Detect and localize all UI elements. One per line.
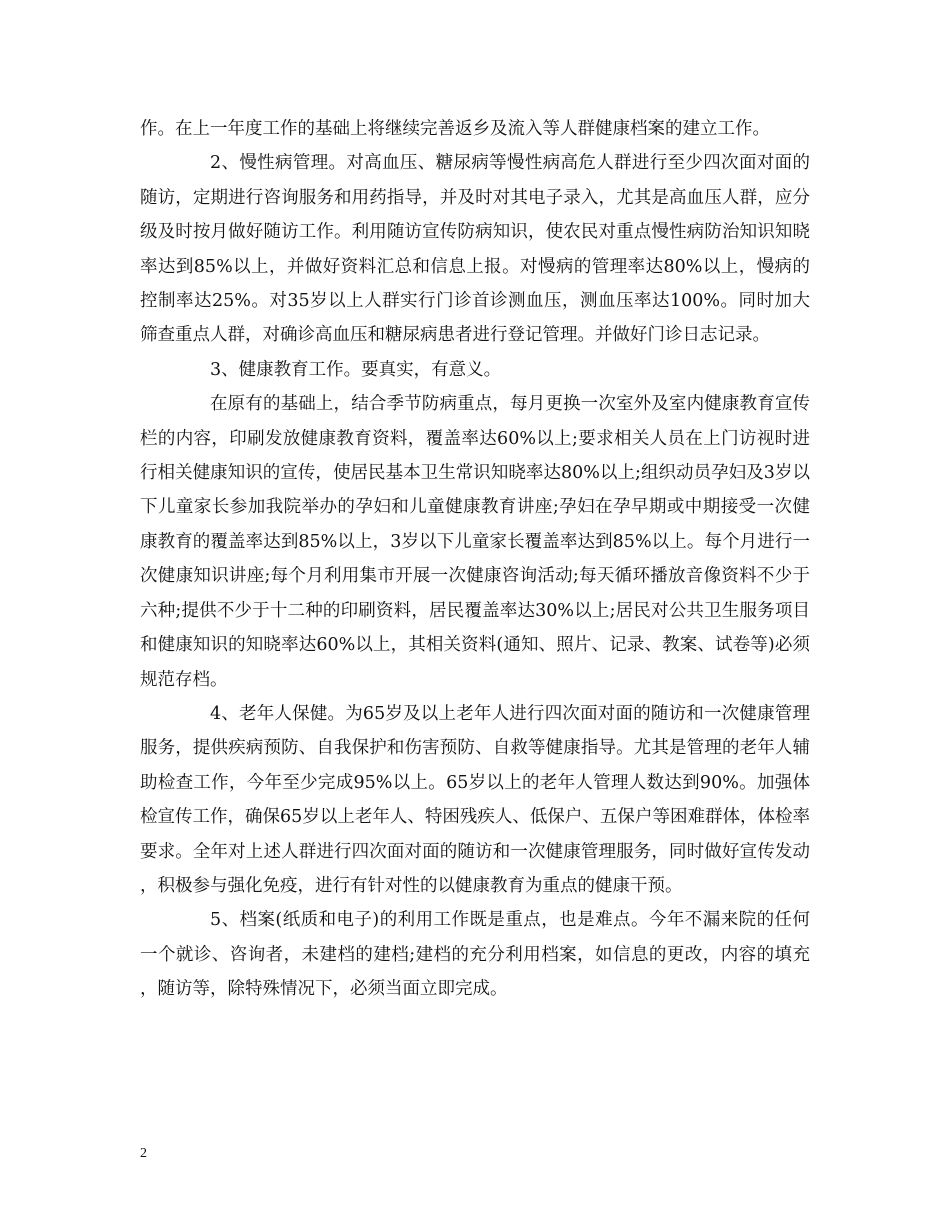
paragraph-health-education-details: 在原有的基础上，结合季节防病重点，每月更换一次室外及室内健康教育宣传栏的内容，印刷发放健康教育资料，覆盖率达60%以上;要求相关人员在上门访视时进行相关健康知识的宣传，使居民基本卫生常识知晓率达80%以上;组织动员孕妇及3岁以下儿童家长参加我院举办的孕妇和儿童健康教育讲座;孕妇在孕早期或中期接受一次健康教育的覆盖率达到85%以上，3岁以下儿童家长覆盖率达到85%以上。每个月进行一次健康知识讲座;每个月利用集市开展一次健康咨询活动;每天循环播放音像资料不少于六种;提供不少于十二种的印刷资料，居民覆盖率达30%以上;居民对公共卫生服务项目和健康知识的知晓率达60%以上，其相关资料(通知、照片、记录、教案、试卷等)必须规范存档。 [140, 394, 810, 690]
paragraph-continuation: 作。在上一年度工作的基础上将继续完善返乡及流入等人群健康档案的建立工作。 [140, 119, 770, 139]
paragraph-chronic-disease-management: 2、慢性病管理。对高血压、糖尿病等慢性病高危人群进行至少四次面对面的随访，定期进行咨询服务和用药指导，并及时对其电子录入，尤其是高血压人群，应分级及时按月做好随访工作。利用随访宣传防病知识，使农民对重点慢性病防治知识知晓率达到85%以上，并做好资料汇总和信息上报。对慢病的管理率达80%以上，慢病的控制率达25%。对35岁以上人群实行门诊首诊测血压，测血压率达100%。同时加大筛查重点人群，对确诊高血压和糖尿病患者进行登记管理。并做好门诊日志记录。 [140, 153, 810, 346]
paragraph-elderly-care: 4、老年人保健。为65岁及以上老年人进行四次面对面的随访和一次健康管理服务，提供疾病预防、自我保护和伤害预防、自救等健康指导。尤其是管理的老年人辅助检查工作，今年至少完成95%以上。65岁以上的老年人管理人数达到90%。加强体检宣传工作，确保65岁以上老年人、特困残疾人、低保户、五保户等困难群体，体检率要求。全年对上述人群进行四次面对面的随访和一次健康管理服务，同时做好宣传发动，积极参与强化免疫，进行有针对性的以健康教育为重点的健康干预。 [140, 703, 810, 896]
paragraph-records-usage: 5、档案(纸质和电子)的利用工作既是重点，也是难点。今年不漏来院的任何一个就诊、咨询者，未建档的建档;建档的充分利用档案，如信息的更改，内容的填充，随访等，除特殊情况下，必须当面立即完成。 [140, 910, 810, 1000]
document-body [140, 112, 810, 1007]
page-number: 2 [140, 1146, 147, 1161]
paragraph-health-education-heading: 3、健康教育工作。要真实，有意义。 [210, 359, 502, 380]
